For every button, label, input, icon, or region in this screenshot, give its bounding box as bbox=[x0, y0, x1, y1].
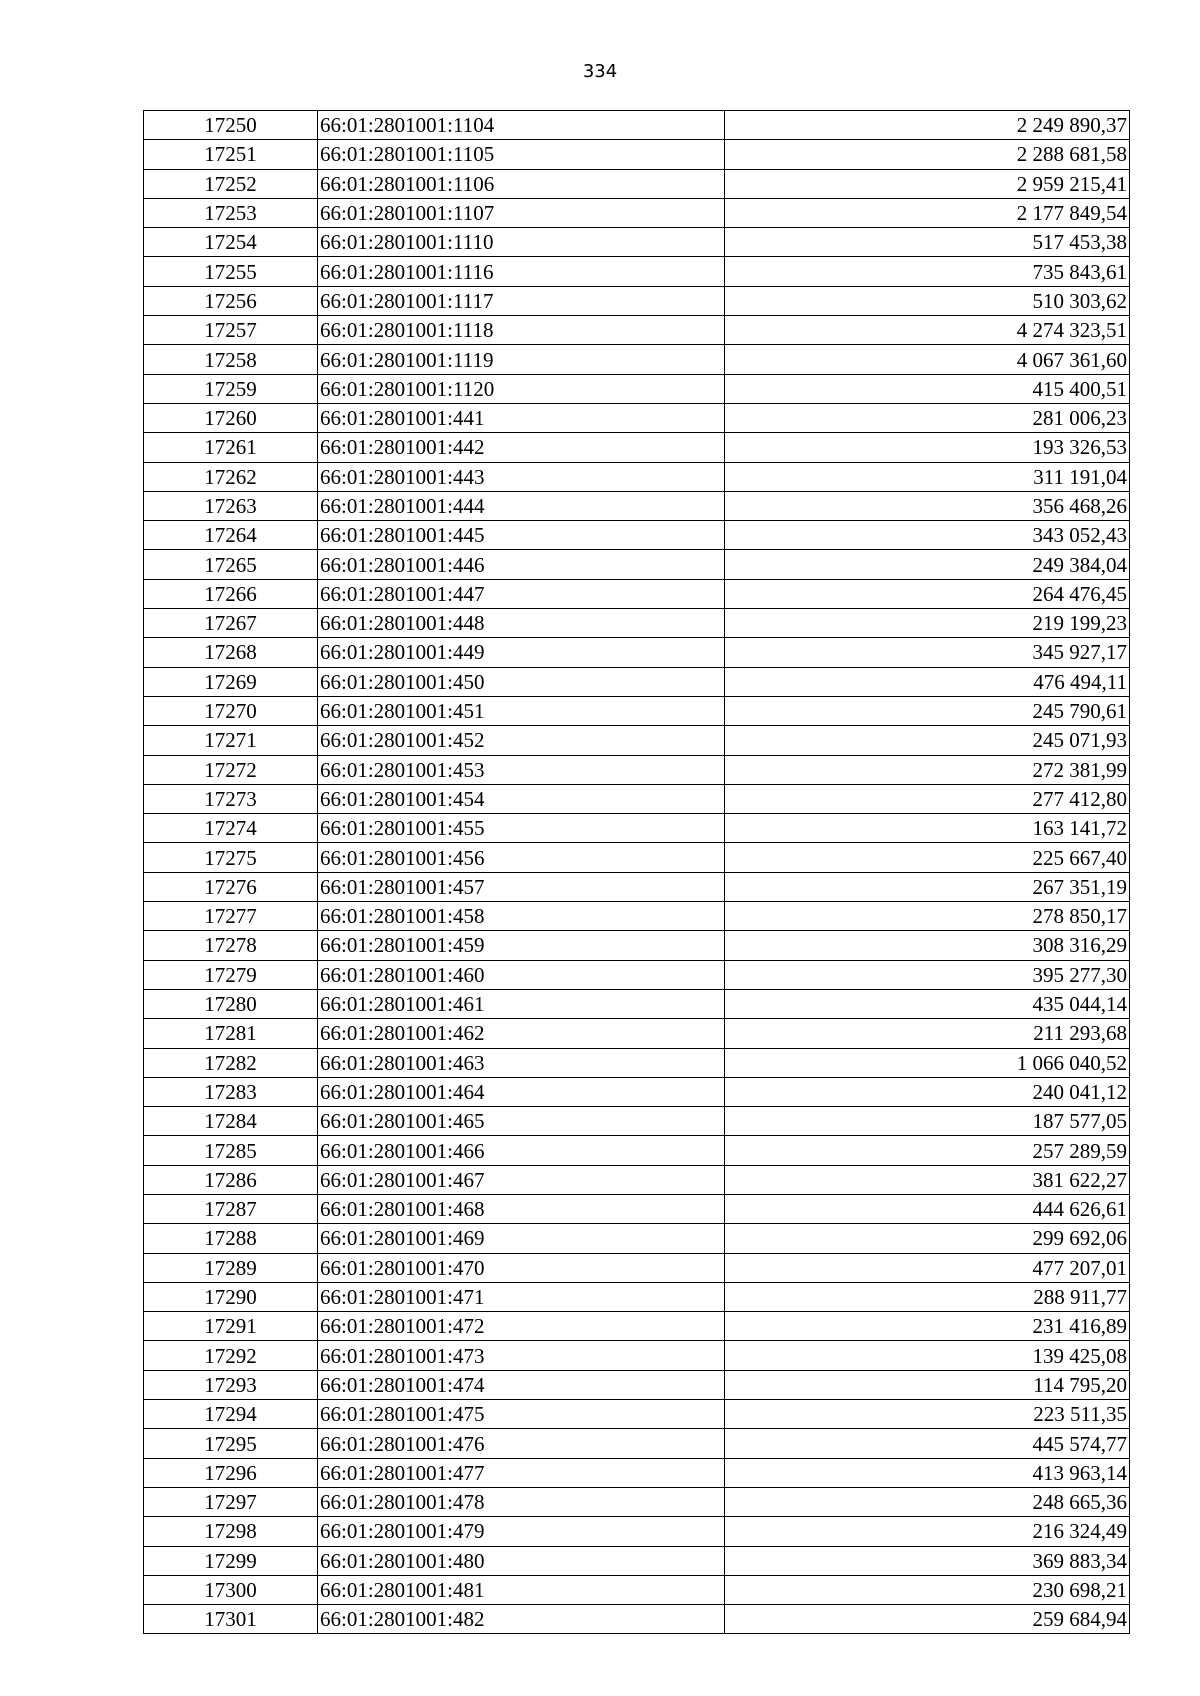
row-number-cell: 17290 bbox=[144, 1282, 318, 1311]
table-row bbox=[144, 1107, 1130, 1136]
row-number-cell: 17301 bbox=[144, 1605, 318, 1634]
value-cell: 415 400,51 bbox=[725, 374, 1130, 403]
row-number-cell: 17297 bbox=[144, 1487, 318, 1516]
row-number-cell: 17275 bbox=[144, 843, 318, 872]
table-row bbox=[144, 111, 1130, 140]
value-cell: 257 289,59 bbox=[725, 1136, 1130, 1165]
cadastral-number-cell: 66:01:2801001:1104 bbox=[318, 111, 725, 140]
row-number-cell: 17299 bbox=[144, 1546, 318, 1575]
cadastral-number-cell: 66:01:2801001:464 bbox=[318, 1077, 725, 1106]
value-cell: 299 692,06 bbox=[725, 1224, 1130, 1253]
value-cell: 735 843,61 bbox=[725, 257, 1130, 286]
row-number-cell: 17295 bbox=[144, 1429, 318, 1458]
cadastral-number-cell: 66:01:2801001:472 bbox=[318, 1312, 725, 1341]
row-number-cell: 17269 bbox=[144, 667, 318, 696]
row-number-cell: 17281 bbox=[144, 1019, 318, 1048]
table-row bbox=[144, 228, 1130, 257]
row-number-cell: 17252 bbox=[144, 169, 318, 198]
cadastral-number-cell: 66:01:2801001:1107 bbox=[318, 198, 725, 227]
value-cell: 2 249 890,37 bbox=[725, 111, 1130, 140]
table-row bbox=[144, 931, 1130, 960]
table-row bbox=[144, 1487, 1130, 1516]
row-number-cell: 17274 bbox=[144, 814, 318, 843]
value-cell: 139 425,08 bbox=[725, 1341, 1130, 1370]
table-row bbox=[144, 1575, 1130, 1604]
row-number-cell: 17300 bbox=[144, 1575, 318, 1604]
row-number-cell: 17278 bbox=[144, 931, 318, 960]
value-cell: 193 326,53 bbox=[725, 433, 1130, 462]
row-number-cell: 17253 bbox=[144, 198, 318, 227]
value-cell: 444 626,61 bbox=[725, 1194, 1130, 1223]
cadastral-number-cell: 66:01:2801001:454 bbox=[318, 784, 725, 813]
registry-table bbox=[143, 110, 1130, 1634]
value-cell: 477 207,01 bbox=[725, 1253, 1130, 1282]
row-number-cell: 17291 bbox=[144, 1312, 318, 1341]
table-row bbox=[144, 433, 1130, 462]
table-row bbox=[144, 257, 1130, 286]
value-cell: 308 316,29 bbox=[725, 931, 1130, 960]
value-cell: 288 911,77 bbox=[725, 1282, 1130, 1311]
row-number-cell: 17268 bbox=[144, 638, 318, 667]
cadastral-number-cell: 66:01:2801001:480 bbox=[318, 1546, 725, 1575]
cadastral-number-cell: 66:01:2801001:478 bbox=[318, 1487, 725, 1516]
cadastral-number-cell: 66:01:2801001:455 bbox=[318, 814, 725, 843]
table-row bbox=[144, 1312, 1130, 1341]
table-row bbox=[144, 462, 1130, 491]
value-cell: 369 883,34 bbox=[725, 1546, 1130, 1575]
value-cell: 2 959 215,41 bbox=[725, 169, 1130, 198]
table-row bbox=[144, 1019, 1130, 1048]
row-number-cell: 17271 bbox=[144, 726, 318, 755]
row-number-cell: 17284 bbox=[144, 1107, 318, 1136]
row-number-cell: 17251 bbox=[144, 140, 318, 169]
table-row bbox=[144, 1370, 1130, 1399]
cadastral-number-cell: 66:01:2801001:1117 bbox=[318, 286, 725, 315]
cadastral-number-cell: 66:01:2801001:449 bbox=[318, 638, 725, 667]
value-cell: 2 177 849,54 bbox=[725, 198, 1130, 227]
row-number-cell: 17280 bbox=[144, 989, 318, 1018]
page-number: 334 bbox=[582, 61, 618, 82]
cadastral-number-cell: 66:01:2801001:442 bbox=[318, 433, 725, 462]
cadastral-number-cell: 66:01:2801001:470 bbox=[318, 1253, 725, 1282]
value-cell: 163 141,72 bbox=[725, 814, 1130, 843]
value-cell: 345 927,17 bbox=[725, 638, 1130, 667]
table-row bbox=[144, 521, 1130, 550]
value-cell: 4 067 361,60 bbox=[725, 345, 1130, 374]
cadastral-number-cell: 66:01:2801001:1120 bbox=[318, 374, 725, 403]
table-row bbox=[144, 316, 1130, 345]
table-row bbox=[144, 1077, 1130, 1106]
value-cell: 245 071,93 bbox=[725, 726, 1130, 755]
cadastral-number-cell: 66:01:2801001:460 bbox=[318, 960, 725, 989]
table-row bbox=[144, 198, 1130, 227]
table-row bbox=[144, 726, 1130, 755]
cadastral-number-cell: 66:01:2801001:448 bbox=[318, 609, 725, 638]
cadastral-number-cell: 66:01:2801001:475 bbox=[318, 1400, 725, 1429]
row-number-cell: 17277 bbox=[144, 902, 318, 931]
cadastral-number-cell: 66:01:2801001:1116 bbox=[318, 257, 725, 286]
table-row bbox=[144, 374, 1130, 403]
row-number-cell: 17264 bbox=[144, 521, 318, 550]
table-row bbox=[144, 403, 1130, 432]
value-cell: 223 511,35 bbox=[725, 1400, 1130, 1429]
row-number-cell: 17283 bbox=[144, 1077, 318, 1106]
value-cell: 356 468,26 bbox=[725, 491, 1130, 520]
table-row bbox=[144, 667, 1130, 696]
row-number-cell: 17254 bbox=[144, 228, 318, 257]
row-number-cell: 17256 bbox=[144, 286, 318, 315]
value-cell: 272 381,99 bbox=[725, 755, 1130, 784]
value-cell: 187 577,05 bbox=[725, 1107, 1130, 1136]
table-row bbox=[144, 843, 1130, 872]
row-number-cell: 17270 bbox=[144, 696, 318, 725]
table-row bbox=[144, 579, 1130, 608]
value-cell: 281 006,23 bbox=[725, 403, 1130, 432]
table-row bbox=[144, 491, 1130, 520]
row-number-cell: 17276 bbox=[144, 872, 318, 901]
cadastral-number-cell: 66:01:2801001:1118 bbox=[318, 316, 725, 345]
row-number-cell: 17289 bbox=[144, 1253, 318, 1282]
table-row bbox=[144, 696, 1130, 725]
table-row bbox=[144, 1605, 1130, 1634]
row-number-cell: 17296 bbox=[144, 1458, 318, 1487]
cadastral-number-cell: 66:01:2801001:468 bbox=[318, 1194, 725, 1223]
value-cell: 1 066 040,52 bbox=[725, 1048, 1130, 1077]
cadastral-number-cell: 66:01:2801001:479 bbox=[318, 1517, 725, 1546]
cadastral-number-cell: 66:01:2801001:444 bbox=[318, 491, 725, 520]
row-number-cell: 17258 bbox=[144, 345, 318, 374]
value-cell: 216 324,49 bbox=[725, 1517, 1130, 1546]
value-cell: 395 277,30 bbox=[725, 960, 1130, 989]
value-cell: 381 622,27 bbox=[725, 1165, 1130, 1194]
value-cell: 114 795,20 bbox=[725, 1370, 1130, 1399]
cadastral-number-cell: 66:01:2801001:474 bbox=[318, 1370, 725, 1399]
value-cell: 4 274 323,51 bbox=[725, 316, 1130, 345]
cadastral-number-cell: 66:01:2801001:469 bbox=[318, 1224, 725, 1253]
value-cell: 517 453,38 bbox=[725, 228, 1130, 257]
cadastral-number-cell: 66:01:2801001:457 bbox=[318, 872, 725, 901]
value-cell: 248 665,36 bbox=[725, 1487, 1130, 1516]
value-cell: 249 384,04 bbox=[725, 550, 1130, 579]
cadastral-number-cell: 66:01:2801001:481 bbox=[318, 1575, 725, 1604]
cadastral-number-cell: 66:01:2801001:1119 bbox=[318, 345, 725, 374]
table-row bbox=[144, 1253, 1130, 1282]
cadastral-number-cell: 66:01:2801001:465 bbox=[318, 1107, 725, 1136]
table-row bbox=[144, 286, 1130, 315]
cadastral-number-cell: 66:01:2801001:473 bbox=[318, 1341, 725, 1370]
value-cell: 230 698,21 bbox=[725, 1575, 1130, 1604]
table-row bbox=[144, 1136, 1130, 1165]
value-cell: 240 041,12 bbox=[725, 1077, 1130, 1106]
cadastral-number-cell: 66:01:2801001:446 bbox=[318, 550, 725, 579]
cadastral-number-cell: 66:01:2801001:1105 bbox=[318, 140, 725, 169]
row-number-cell: 17266 bbox=[144, 579, 318, 608]
row-number-cell: 17272 bbox=[144, 755, 318, 784]
row-number-cell: 17288 bbox=[144, 1224, 318, 1253]
value-cell: 476 494,11 bbox=[725, 667, 1130, 696]
table-row bbox=[144, 1546, 1130, 1575]
cadastral-number-cell: 66:01:2801001:458 bbox=[318, 902, 725, 931]
table-row bbox=[144, 550, 1130, 579]
table-row bbox=[144, 755, 1130, 784]
cadastral-number-cell: 66:01:2801001:441 bbox=[318, 403, 725, 432]
row-number-cell: 17250 bbox=[144, 111, 318, 140]
row-number-cell: 17286 bbox=[144, 1165, 318, 1194]
table-row bbox=[144, 638, 1130, 667]
value-cell: 510 303,62 bbox=[725, 286, 1130, 315]
table-row bbox=[144, 960, 1130, 989]
value-cell: 231 416,89 bbox=[725, 1312, 1130, 1341]
table-row bbox=[144, 872, 1130, 901]
value-cell: 264 476,45 bbox=[725, 579, 1130, 608]
row-number-cell: 17293 bbox=[144, 1370, 318, 1399]
cadastral-number-cell: 66:01:2801001:477 bbox=[318, 1458, 725, 1487]
value-cell: 259 684,94 bbox=[725, 1605, 1130, 1634]
cadastral-number-cell: 66:01:2801001:445 bbox=[318, 521, 725, 550]
table-row bbox=[144, 1165, 1130, 1194]
registry-table-body bbox=[144, 111, 1130, 1634]
value-cell: 245 790,61 bbox=[725, 696, 1130, 725]
table-row bbox=[144, 1458, 1130, 1487]
cadastral-number-cell: 66:01:2801001:466 bbox=[318, 1136, 725, 1165]
table-row bbox=[144, 1224, 1130, 1253]
table-row bbox=[144, 1429, 1130, 1458]
row-number-cell: 17261 bbox=[144, 433, 318, 462]
row-number-cell: 17282 bbox=[144, 1048, 318, 1077]
value-cell: 219 199,23 bbox=[725, 609, 1130, 638]
cadastral-number-cell: 66:01:2801001:476 bbox=[318, 1429, 725, 1458]
cadastral-number-cell: 66:01:2801001:456 bbox=[318, 843, 725, 872]
row-number-cell: 17260 bbox=[144, 403, 318, 432]
value-cell: 225 667,40 bbox=[725, 843, 1130, 872]
row-number-cell: 17255 bbox=[144, 257, 318, 286]
table-row bbox=[144, 169, 1130, 198]
cadastral-number-cell: 66:01:2801001:461 bbox=[318, 989, 725, 1018]
row-number-cell: 17287 bbox=[144, 1194, 318, 1223]
row-number-cell: 17273 bbox=[144, 784, 318, 813]
value-cell: 311 191,04 bbox=[725, 462, 1130, 491]
cadastral-number-cell: 66:01:2801001:482 bbox=[318, 1605, 725, 1634]
cadastral-number-cell: 66:01:2801001:451 bbox=[318, 696, 725, 725]
table-row bbox=[144, 1341, 1130, 1370]
row-number-cell: 17292 bbox=[144, 1341, 318, 1370]
cadastral-number-cell: 66:01:2801001:1106 bbox=[318, 169, 725, 198]
table-row bbox=[144, 814, 1130, 843]
value-cell: 435 044,14 bbox=[725, 989, 1130, 1018]
table-row bbox=[144, 1282, 1130, 1311]
value-cell: 267 351,19 bbox=[725, 872, 1130, 901]
table-row bbox=[144, 345, 1130, 374]
cadastral-number-cell: 66:01:2801001:467 bbox=[318, 1165, 725, 1194]
row-number-cell: 17279 bbox=[144, 960, 318, 989]
row-number-cell: 17265 bbox=[144, 550, 318, 579]
row-number-cell: 17262 bbox=[144, 462, 318, 491]
value-cell: 445 574,77 bbox=[725, 1429, 1130, 1458]
cadastral-number-cell: 66:01:2801001:452 bbox=[318, 726, 725, 755]
row-number-cell: 17259 bbox=[144, 374, 318, 403]
cadastral-number-cell: 66:01:2801001:463 bbox=[318, 1048, 725, 1077]
value-cell: 278 850,17 bbox=[725, 902, 1130, 931]
row-number-cell: 17285 bbox=[144, 1136, 318, 1165]
row-number-cell: 17267 bbox=[144, 609, 318, 638]
table-row bbox=[144, 140, 1130, 169]
value-cell: 343 052,43 bbox=[725, 521, 1130, 550]
value-cell: 2 288 681,58 bbox=[725, 140, 1130, 169]
row-number-cell: 17298 bbox=[144, 1517, 318, 1546]
value-cell: 413 963,14 bbox=[725, 1458, 1130, 1487]
cadastral-number-cell: 66:01:2801001:462 bbox=[318, 1019, 725, 1048]
cadastral-number-cell: 66:01:2801001:1110 bbox=[318, 228, 725, 257]
table-row bbox=[144, 1400, 1130, 1429]
row-number-cell: 17263 bbox=[144, 491, 318, 520]
value-cell: 277 412,80 bbox=[725, 784, 1130, 813]
cadastral-number-cell: 66:01:2801001:471 bbox=[318, 1282, 725, 1311]
table-row bbox=[144, 989, 1130, 1018]
table-row bbox=[144, 1194, 1130, 1223]
cadastral-number-cell: 66:01:2801001:450 bbox=[318, 667, 725, 696]
table-row bbox=[144, 1048, 1130, 1077]
table-row bbox=[144, 609, 1130, 638]
cadastral-number-cell: 66:01:2801001:459 bbox=[318, 931, 725, 960]
row-number-cell: 17294 bbox=[144, 1400, 318, 1429]
table-row bbox=[144, 902, 1130, 931]
table-row bbox=[144, 784, 1130, 813]
cadastral-number-cell: 66:01:2801001:453 bbox=[318, 755, 725, 784]
row-number-cell: 17257 bbox=[144, 316, 318, 345]
table-row bbox=[144, 1517, 1130, 1546]
cadastral-number-cell: 66:01:2801001:443 bbox=[318, 462, 725, 491]
cadastral-number-cell: 66:01:2801001:447 bbox=[318, 579, 725, 608]
value-cell: 211 293,68 bbox=[725, 1019, 1130, 1048]
